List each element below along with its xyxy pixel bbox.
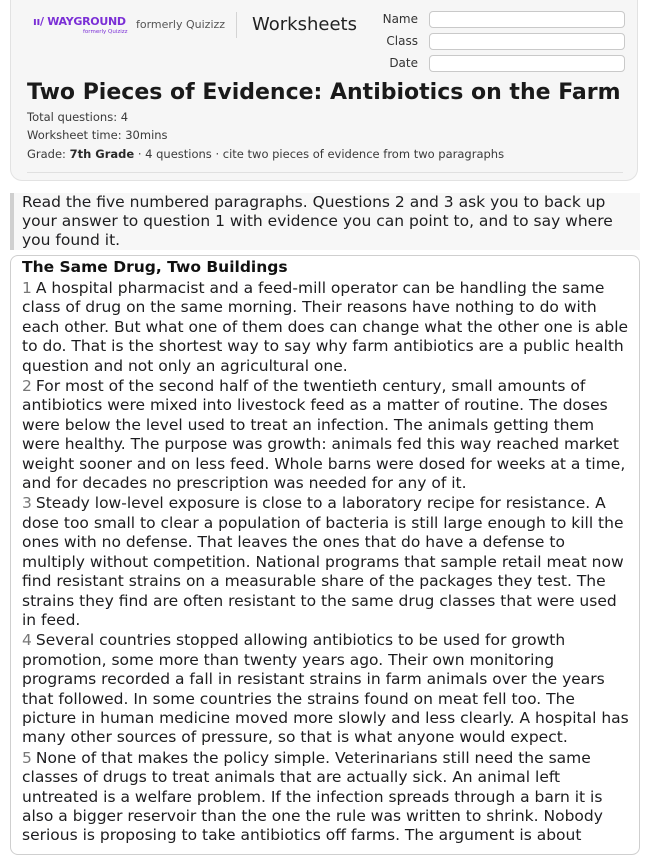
grade-prefix: Grade: bbox=[27, 147, 70, 161]
date-label: Date bbox=[389, 56, 418, 70]
paragraph-5 bbox=[22, 749, 631, 846]
instructions-callout bbox=[10, 193, 640, 250]
formerly-quizizz-label: formerly Quizizz bbox=[136, 18, 226, 31]
header-divider bbox=[236, 12, 237, 38]
worksheet-header bbox=[10, 0, 638, 181]
passage-title: The Same Drug, Two Buildings bbox=[22, 258, 288, 276]
paragraph-2 bbox=[22, 377, 631, 493]
reading-passage bbox=[10, 255, 640, 855]
paragraph-text: Steady low-level exposure is close to a laboratory recipe for resistance. A dose too small to clear a population of bacteria is still large enough to kill the ones with no defense. That leaves the ones that do have a defense to multiply without competition. National programs that sample retail meat now find resistant strains on a measurable share of the packages they test. The strains they find are often resistant to the same drug classes that were used in feed. bbox=[22, 494, 624, 629]
paragraph-number: 1 bbox=[22, 279, 32, 297]
paragraph-text: A hospital pharmacist and a feed-mill operator can be handling the same class of drug on the same morning. Their reasons have nothing to do with each other. But what one of them does can change what the other one is able to do. That is the shortest way to say why farm antibiotics are a public health question and not only an agricultural one. bbox=[22, 279, 629, 375]
name-label: Name bbox=[382, 12, 418, 26]
grade-line bbox=[27, 147, 504, 161]
class-field[interactable] bbox=[429, 33, 625, 50]
worksheets-label: Worksheets bbox=[252, 14, 357, 35]
date-field[interactable] bbox=[429, 55, 625, 72]
paragraph-1 bbox=[22, 279, 631, 376]
instructions-text: Read the five numbered paragraphs. Questions 2 and 3 ask you to back up your answer to question 1 with evidence you can point to, and to say where you found it. bbox=[22, 193, 613, 249]
grade-suffix: · 4 questions · cite two pieces of evidence from two paragraphs bbox=[134, 147, 505, 161]
paragraph-number: 4 bbox=[22, 631, 32, 650]
header-rule bbox=[27, 172, 623, 173]
grade-value: 7th Grade bbox=[69, 147, 135, 161]
worksheet-time: Worksheet time: 30mins bbox=[27, 128, 168, 142]
paragraph-number: 5 bbox=[22, 748, 32, 767]
paragraph-4 bbox=[22, 631, 631, 747]
logo-wordmark: ıı/ WAYGROUND bbox=[33, 15, 126, 28]
logo-mark-icon: ıı/ bbox=[33, 15, 48, 28]
total-questions: Total questions: 4 bbox=[27, 110, 129, 124]
logo-subtext: formerly Quizizz bbox=[83, 29, 128, 35]
paragraph-text: None of that makes the policy simple. Veterinarians still need the same classes of drugs to treat animals that are actually sick. An animal left untreated is a welfare problem. If the infection spreads through a barn it is also a bigger reservoir than the one the rule was written to shrink. Nobody serious is proposing to take antibiotics off farms. The argument is about bbox=[22, 748, 603, 845]
paragraph-number: 2 bbox=[22, 377, 32, 396]
paragraph-text: Several countries stopped allowing antibiotics to be used for growth promotion, some more than twenty years ago. Their own monitoring programs recorded a fall in resistant strains in farm animals over the years that followed. In some countries the strains found on meat fell too. The picture in human medicine moved more slowly and less clearly. A hospital has many other sources of pressure, so that is what anyone would expect. bbox=[22, 631, 629, 747]
paragraph-text: For most of the second half of the twentieth century, small amounts of antibiotics were mixed into livestock feed as a matter of routine. The doses were below the level used to treat an infection. The animals getting them were healthy. The purpose was growth: animals fed this way reached market weight sooner and on less feed. Whole barns were dosed for weeks at a time, and for decades no prescription was needed for any of it. bbox=[22, 377, 626, 493]
paragraph-3 bbox=[22, 494, 631, 630]
paragraph-number: 3 bbox=[22, 494, 32, 513]
wayground-logo[interactable] bbox=[33, 15, 131, 37]
worksheet-title: Two Pieces of Evidence: Antibiotics on the Farm bbox=[27, 80, 621, 105]
class-label: Class bbox=[386, 34, 418, 48]
name-field[interactable] bbox=[429, 11, 625, 28]
